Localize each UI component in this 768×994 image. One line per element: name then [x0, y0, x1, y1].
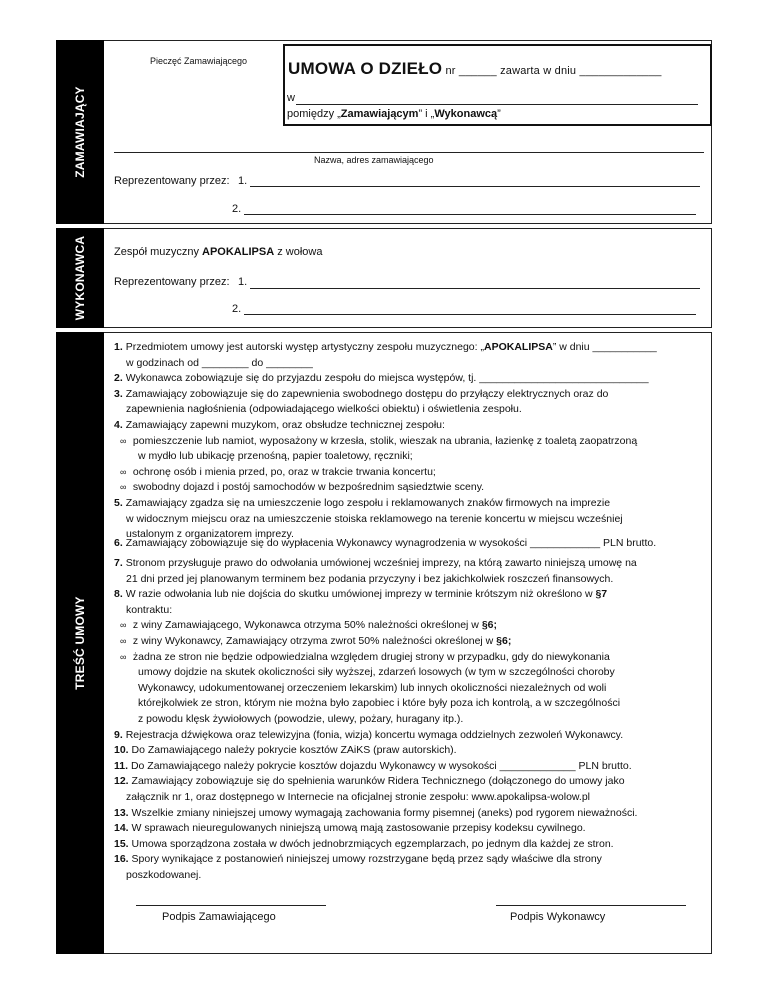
term-row — [114, 806, 637, 822]
term-text: z winy Wykonawcy, Zamawiający otrzyma zwrot 50% należności określonej w — [132, 634, 497, 647]
term-row — [114, 371, 657, 387]
term-row — [114, 634, 637, 650]
term-row — [114, 387, 657, 403]
term-number: 6. — [114, 537, 123, 549]
term-row — [114, 449, 657, 465]
term-text: Stronom przysługuje prawo do odwołania umówionej wcześniej imprezy, na którą zawarto niniejszą umowę na — [125, 557, 637, 569]
term-text: Zamawiający zapewni muzykom, oraz obsłudze technicznej zespołu: — [125, 418, 445, 431]
term-number: 9. — [114, 728, 123, 741]
term-number: 14. — [114, 822, 129, 835]
signature-line-right[interactable] — [496, 905, 686, 906]
term-text: Przedmiotem umowy jest autorski występ artystyczny zespołu muzycznego: „ — [125, 341, 484, 353]
address-caption: Nazwa, adres zamawiającego — [314, 155, 434, 165]
wyk-rep-1-field[interactable] — [250, 288, 700, 289]
term-text: ustalonym z organizatorem imprezy. — [126, 528, 294, 541]
zam-rep-label: Reprezentowany przez: — [114, 175, 230, 187]
term-text: w mydło lub ubikację przenośną, papier toaletowy, ręczniki; — [138, 450, 413, 463]
signature-left-label: Podpis Zamawiającego — [162, 911, 276, 923]
term-text: pomieszczenie lub namiot, wyposażony w krzesła, stolik, wieszak na ubrania, łazienkę z toaletą zaopatrzoną — [132, 434, 638, 447]
term-text: Zamawiający zgadza się na umieszczenie logo zespołu i reklamowanych znaków firmowych na imprezie — [125, 496, 611, 509]
term-emphasis: §6; — [481, 619, 497, 632]
terms-list-b — [114, 536, 656, 552]
term-number: 15. — [114, 837, 129, 850]
term-row — [114, 496, 657, 512]
infinity-bullet-icon: ∞ — [120, 482, 127, 493]
place-field[interactable] — [296, 104, 698, 105]
term-row — [114, 480, 657, 496]
term-number: 10. — [114, 744, 129, 757]
term-row — [114, 587, 637, 603]
term-text: w widocznym miejscu oraz na umieszczenie stoiska reklamowego na terenie koncertu w miejscu wcześniej — [126, 512, 623, 525]
term-row — [114, 712, 637, 728]
term-text: ochronę osób i mienia przed, po, oraz w trakcie trwania koncertu; — [132, 465, 436, 478]
term-row — [114, 434, 657, 450]
term-emphasis: §6; — [496, 634, 512, 647]
term-number: 2. — [114, 372, 123, 385]
wyk-rep-1-num: 1. — [238, 276, 248, 288]
infinity-bullet-icon: ∞ — [120, 466, 127, 477]
term-number: 13. — [114, 806, 129, 819]
term-row — [114, 356, 657, 372]
term-row — [114, 340, 657, 356]
term-number: 4. — [114, 418, 123, 431]
term-text-tail: ” w dniu ___________ — [552, 341, 657, 353]
term-text: Do Zamawiającego należy pokrycie kosztów dojazdu Wykonawcy w wysokości _____________ PLN brutto. — [130, 759, 632, 772]
term-text: którejkolwiek ze stron, którym nie można było zapobiec i które były poza ich kontrolą, a w szczególności — [138, 697, 621, 710]
term-text: z winy Zamawiającego, Wykonawca otrzyma 50% należności określonej w — [132, 619, 482, 632]
term-emphasis: APOKALIPSA — [483, 341, 553, 353]
contract-title-main: UMOWA O DZIEŁO — [288, 59, 443, 78]
term-text: Spory wynikające z postanowień niniejszej umowy rozstrzygane będą przez sądy właściwe dla strony — [131, 853, 602, 866]
term-number: 1. — [114, 341, 123, 353]
term-text: Wszelkie zmiany niniejszej umowy wymagają zachowania formy pisemnej (aneks) pod rygorem nieważności. — [131, 806, 638, 819]
term-row — [114, 665, 637, 681]
term-row — [114, 418, 657, 434]
term-text: z powodu klęsk żywiołowych (powodzie, ulewy, pożary, huragany itp.). — [138, 712, 464, 725]
term-text: umowy dojdzie na skutek okoliczności siły wyższej, zdarzeń losowych (w tym w szczególności choroby — [138, 666, 615, 679]
zam-rep-1-num: 1. — [238, 175, 248, 187]
zamawiajacy-sidebar — [56, 40, 104, 224]
term-row — [114, 696, 637, 712]
tresc-sidebar — [56, 332, 104, 954]
term-row — [114, 618, 637, 634]
term-row — [114, 402, 657, 418]
term-number: 7. — [114, 557, 123, 569]
term-text: zapewnienia nagłośnienia (odpowiadającego wielkości obiektu) i oświetlenia zespołu. — [126, 403, 522, 416]
infinity-bullet-icon: ∞ — [120, 435, 127, 446]
term-row — [114, 743, 637, 759]
term-row — [114, 572, 637, 588]
term-text: swobodny dojazd i postój samochodów w bezpośrednim sąsiedztwie sceny. — [132, 481, 485, 494]
term-number: 3. — [114, 387, 123, 400]
signature-right-label: Podpis Wykonawcy — [510, 911, 606, 923]
infinity-bullet-icon: ∞ — [120, 635, 127, 646]
term-row — [114, 536, 656, 552]
infinity-bullet-icon: ∞ — [120, 620, 127, 631]
address-field[interactable] — [114, 152, 704, 153]
wyk-rep-label: Reprezentowany przez: — [114, 276, 230, 288]
term-text: Rejestracja dźwiękowa oraz telewizyjna (fonia, wizja) koncertu wymaga oddzielnych zezwoleń Wykonawcy. — [125, 728, 624, 741]
term-row — [114, 774, 637, 790]
term-text: załącznik nr 1, oraz dostępnego w Internecie na oficjalnej stronie zespołu: www.apokalipsa-wolow.pl — [126, 790, 591, 803]
zam-rep-2-num: 2. — [232, 203, 242, 215]
wyk-rep-2-field[interactable] — [244, 314, 696, 315]
term-row — [114, 681, 637, 697]
term-row — [114, 759, 637, 775]
term-row — [114, 728, 637, 744]
term-row — [114, 821, 637, 837]
band-name: Zespół muzyczny APOKALIPSA z wołowa — [114, 246, 323, 258]
term-row — [114, 837, 637, 853]
zamawiajacy-label: ZAMAWIAJĄCY — [73, 86, 87, 178]
term-text: w godzinach od ________ do ________ — [126, 356, 313, 369]
parties-line: pomiędzy „Zamawiającym” i „Wykonawcą” — [287, 108, 501, 120]
term-row — [114, 465, 657, 481]
term-text: Do Zamawiającego należy pokrycie kosztów ZAiKS (praw autorskich). — [131, 744, 457, 757]
term-row — [114, 603, 637, 619]
term-row — [114, 852, 637, 868]
term-text: Umowa sporządzona została w dwóch jednobrzmiących egzemplarzach, po jednym dla każdej ze stron. — [131, 837, 614, 850]
term-row — [114, 790, 637, 806]
wyk-rep-2-num: 2. — [232, 303, 242, 315]
term-text: Wykonawca zobowiązuje się do przyjazdu zespołu do miejsca występów, tj. _____________________________ — [125, 372, 649, 385]
term-number: 16. — [114, 853, 129, 866]
infinity-bullet-icon: ∞ — [120, 651, 127, 662]
stamp-label: Pieczęć Zamawiającego — [150, 56, 248, 66]
term-text: Zamawiający zobowiązuje się do spełnienia warunków Ridera Technicznego (dołączonego do umowy jako — [131, 775, 625, 788]
term-text: Zamawiający zobowiązuje się do zapewnienia swobodnego dostępu do przyłączy elektrycznych oraz do — [125, 387, 609, 400]
term-number: 8. — [114, 588, 123, 601]
wykonawca-sidebar — [56, 228, 104, 328]
term-text: W sprawach nieuregulowanych niniejszą umową mają zastosowanie przepisy kodeksu cywilnego. — [131, 822, 586, 835]
term-text: kontraktu: — [126, 603, 173, 616]
wykonawca-label: WYKONAWCA — [73, 235, 87, 321]
term-row — [114, 556, 637, 572]
term-emphasis: §7 — [595, 588, 608, 601]
term-text: żadna ze stron nie będzie odpowiedzialna względem drugiej strony w przypadku, gdy do niewykonania — [132, 650, 610, 663]
signature-line-left[interactable] — [136, 905, 326, 906]
term-text: Wykonawcy, udokumentowanej orzeczeniem lekarskim) lub innych okoliczności niezależnych od woli — [138, 681, 607, 694]
contract-number-date: nr ______ zawarta w dniu _____________ — [442, 65, 662, 77]
term-text: poszkodowanej. — [126, 868, 202, 881]
term-number: 11. — [114, 759, 129, 772]
contract-title — [288, 59, 662, 79]
term-text: Zamawiający zobowiązuje się do wypłacenia Wykonawcy wynagrodzenia w wysokości ____________ PLN brutto. — [125, 537, 657, 549]
place-prefix: w — [287, 92, 295, 104]
term-row — [114, 650, 637, 666]
term-number: 5. — [114, 496, 123, 509]
zam-rep-2-field[interactable] — [244, 214, 696, 215]
zam-rep-1-field[interactable] — [250, 186, 700, 187]
term-number: 12. — [114, 775, 129, 788]
term-text: W razie odwołania lub nie dojścia do skutku umówionej imprezy w terminie krótszym niż określono w — [125, 588, 596, 601]
terms-list-c — [114, 556, 637, 883]
terms-list-a — [114, 340, 657, 543]
tresc-label: TREŚĆ UMOWY — [73, 596, 87, 690]
term-row — [114, 868, 637, 884]
term-row — [114, 512, 657, 528]
term-text: 21 dni przed jej planowanym terminem bez podania przyczyny i bez jakichkolwiek roszczeń finansowych. — [126, 572, 614, 585]
